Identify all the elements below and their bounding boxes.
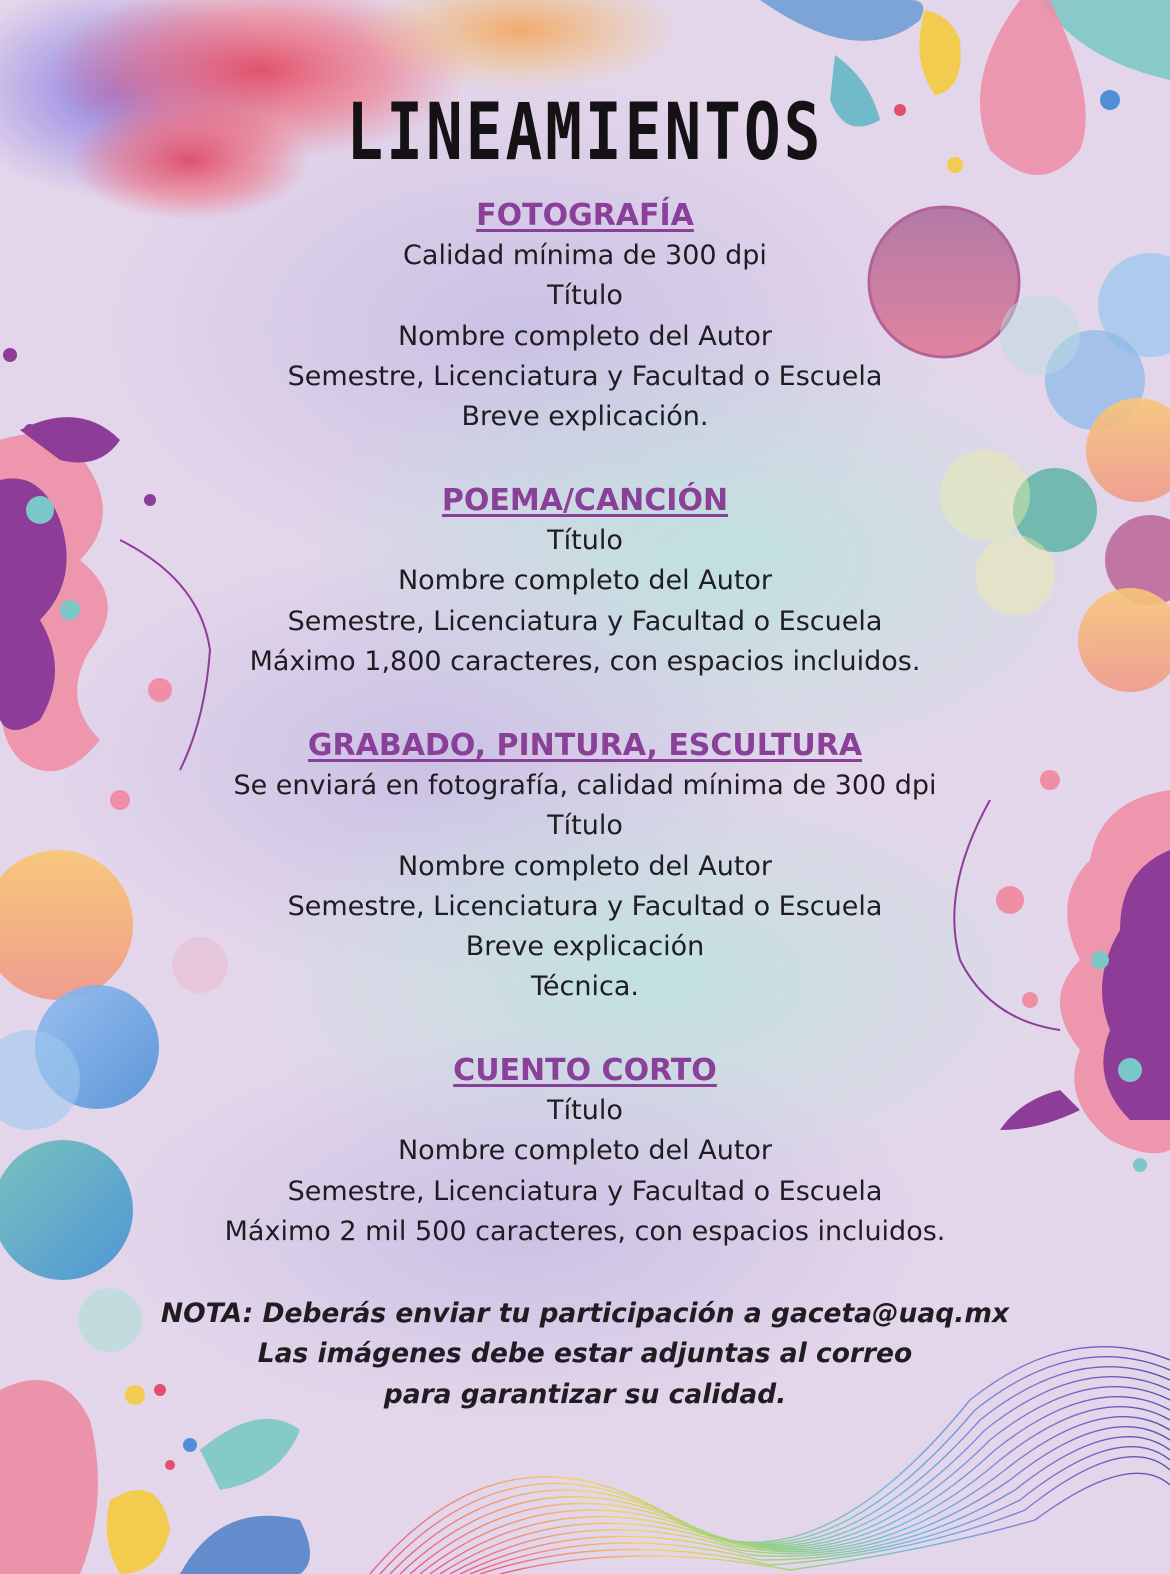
requirement-line: Semestre, Licenciatura y Facultad o Escuela	[287, 605, 883, 637]
submission-note	[0, 1294, 1170, 1415]
section-heading-cuento-corto: CUENTO CORTO	[453, 1053, 717, 1088]
requirement-line: Semestre, Licenciatura y Facultad o Escuela	[287, 1175, 883, 1207]
section-cuento-corto	[0, 1051, 1170, 1252]
requirement-line: Calidad mínima de 300 dpi	[403, 240, 767, 271]
note-line: NOTA: Deberás enviar tu participación a gaceta@uaq.mx	[160, 1298, 1010, 1329]
requirement-line: Nombre completo del Autor	[397, 1135, 773, 1167]
requirement-line: Breve explicación	[465, 931, 705, 963]
requirement-line: Título	[547, 1095, 623, 1126]
requirement-line: Título	[547, 280, 623, 312]
section-heading-grabado-pintura-escultura: GRABADO, PINTURA, ESCULTURA	[307, 728, 863, 763]
requirement-line: Breve explicación.	[461, 401, 709, 433]
requirement-line: Semestre, Licenciatura y Facultad o Escuela	[287, 360, 883, 392]
section-heading-fotografia: FOTOGRAFÍA	[476, 198, 694, 233]
requirement-line: Se enviará en fotografía, calidad mínima de 300 dpi	[233, 770, 937, 801]
section-poema-cancion	[0, 481, 1170, 682]
section-fotografia	[0, 196, 1170, 437]
requirement-line: Nombre completo del Autor	[397, 850, 773, 882]
requirement-line: Nombre completo del Autor	[397, 565, 773, 597]
requirement-line: Título	[547, 525, 623, 556]
requirement-line: Máximo 2 mil 500 caracteres, con espacios incluidos.	[224, 1215, 946, 1247]
note-line: Las imágenes debe estar adjuntas al correo	[257, 1338, 913, 1370]
requirement-line: Nombre completo del Autor	[397, 320, 773, 352]
section-heading-poema-cancion: POEMA/CANCIÓN	[441, 483, 729, 518]
requirement-line: Semestre, Licenciatura y Facultad o Escuela	[287, 890, 883, 922]
note-line: para garantizar su calidad.	[383, 1378, 787, 1410]
section-grabado-pintura-escultura	[0, 726, 1170, 1008]
requirement-line: Título	[547, 810, 623, 842]
requirement-line: Técnica.	[531, 971, 639, 1003]
requirement-line: Máximo 1,800 caracteres, con espacios incluidos.	[249, 645, 921, 677]
page-title: LINEAMIENTOS	[346, 88, 824, 178]
